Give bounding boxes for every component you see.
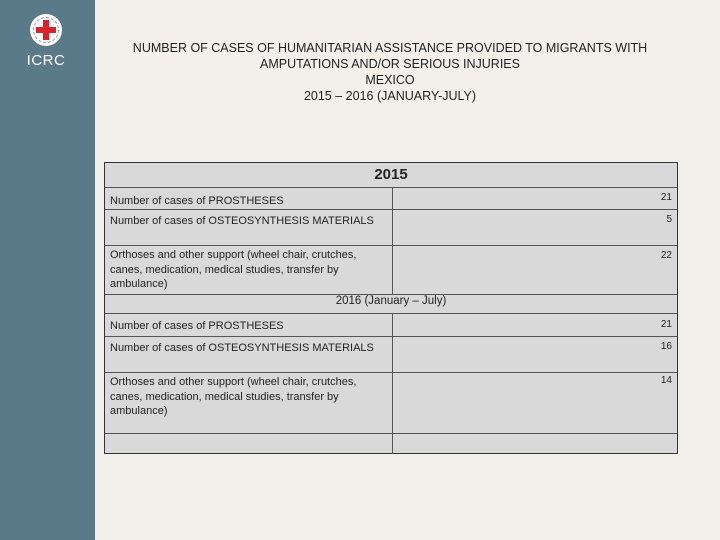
column-divider bbox=[392, 187, 393, 294]
page-title bbox=[105, 40, 675, 104]
row-2015-orthoses-value: 22 bbox=[660, 250, 672, 261]
row-divider bbox=[105, 433, 677, 434]
row-2015-prostheses-label: Number of cases of PROSTHESES bbox=[110, 195, 284, 207]
title-line-2: AMPUTATIONS AND/OR SERIOUS INJURIES bbox=[260, 57, 520, 71]
row-divider bbox=[105, 313, 677, 314]
column-divider bbox=[392, 313, 393, 454]
row-2016-osteosynthesis-value: 16 bbox=[660, 341, 672, 352]
row-2015-prostheses-value: 21 bbox=[660, 192, 672, 203]
section-heading-2015: 2015 bbox=[374, 166, 408, 183]
cases-table bbox=[104, 162, 678, 454]
sidebar bbox=[0, 0, 95, 540]
row-2015-osteosynthesis-value: 5 bbox=[666, 214, 672, 225]
row-2016-prostheses-value: 21 bbox=[660, 319, 672, 330]
row-divider bbox=[105, 187, 677, 188]
section-heading-2016: 2016 (January – July) bbox=[335, 295, 447, 307]
title-line-3: MEXICO bbox=[365, 73, 415, 87]
red-cross-logo-icon bbox=[30, 14, 62, 46]
row-divider bbox=[105, 209, 677, 210]
title-line-4: 2015 – 2016 (JANUARY-JULY) bbox=[303, 89, 477, 103]
row-2016-osteosynthesis-label: Number of cases of OSTEOSYNTHESIS MATERIALS bbox=[110, 342, 374, 354]
row-2016-prostheses-label: Number of cases of PROSTHESES bbox=[110, 320, 284, 332]
row-divider bbox=[105, 336, 677, 337]
row-divider bbox=[105, 245, 677, 246]
title-line-1: NUMBER OF CASES OF HUMANITARIAN ASSISTANCE PROVIDED TO MIGRANTS WITH bbox=[132, 41, 648, 55]
row-divider bbox=[105, 372, 677, 373]
brand-name: ICRC bbox=[26, 52, 66, 69]
row-2016-orthoses-label: Orthoses and other support (wheel chair, crutches, canes, medication, medical studies, transfer by ambulance) bbox=[110, 376, 357, 417]
row-2016-orthoses-value: 14 bbox=[660, 375, 672, 386]
row-2015-osteosynthesis-label: Number of cases of OSTEOSYNTHESIS MATERIALS bbox=[110, 215, 374, 227]
row-2015-orthoses-label: Orthoses and other support (wheel chair, crutches, canes, medication, medical studies, transfer by ambulance) bbox=[110, 249, 357, 290]
